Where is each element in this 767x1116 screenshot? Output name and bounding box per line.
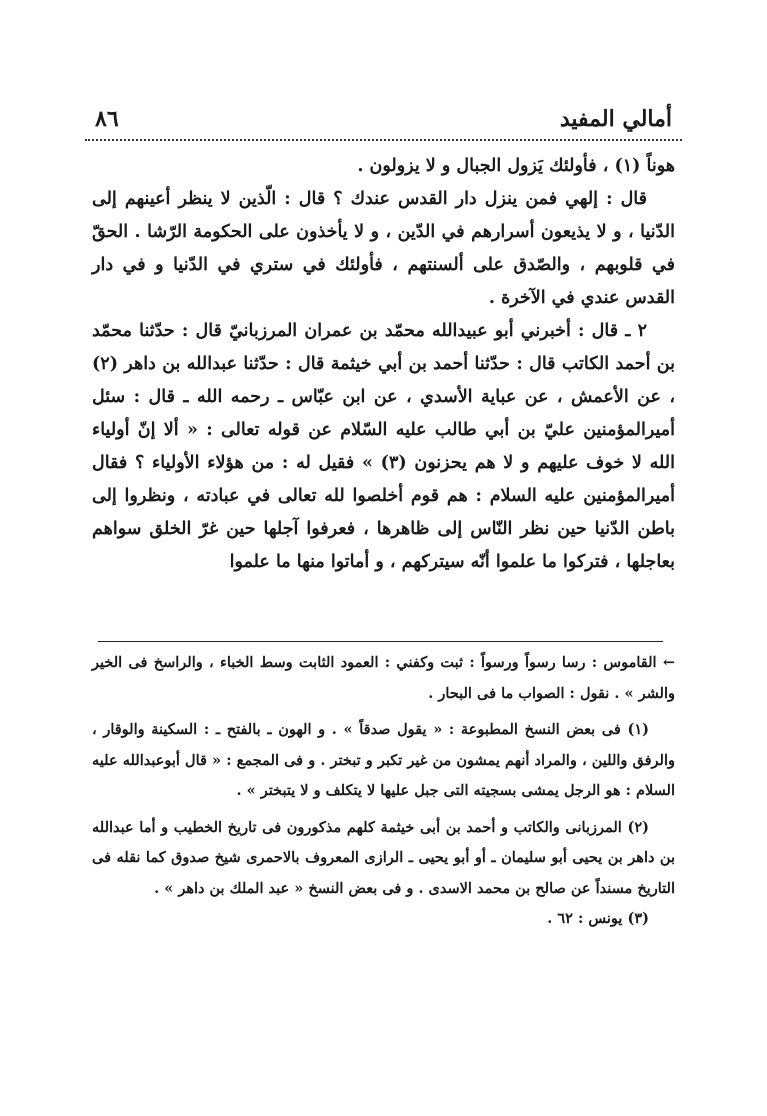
running-title: أمالي المفيد (559, 106, 672, 132)
footnotes (92, 648, 675, 935)
footnote-continuation: ← القاموس : رسا رسواً ورسواً : ثبت وكفني : العمود الثابت وسط الخباء ، والراسخ فى الخير والشر » . نقول : الصواب ما فى البحار . (92, 654, 675, 702)
page-header (95, 98, 672, 132)
footnote-1: (١) فى بعض النسخ المطبوعة : « يقول صدقاً » . و الهون ـ بالفتح ـ : السكينة والوقار ، والرفق واللين ، والمراد أنهم يمشون من غير تكبر و تبختر . و فى المجمع : « قال أبوعبدالله عليه السلام : هو الرجل يمشى بسجيته التى جبل عليها لا يتكلف و لا يتبختر » . (92, 721, 675, 799)
page-number: ٨٦ (95, 106, 119, 132)
body-paragraph: ٢ ـ قال : أخبرني أبو عبيدالله محمّد بن عمران المرزبانيّ قال : حدّثنا محمّد بن أحمد الكاتب قال : حدّثنا أحمد بن أبي خيثمة قال : حدّثنا عبدالله بن داهر (٢) ، عن الأعمش ، عن عباية الأسدي ، عن ابن عبّاس ـ رحمه الله ـ قال : سئل أميرالمؤمنين عليّ بن أبي طالب عليه السّلام عن قوله تعالى : « ألا إنّ أولياء الله لا خوف عليهم و لا هم يحزنون (٣) » فقيل له : من هؤلاء الأولياء ؟ فقال أميرالمؤمنين عليه السلام : هم قوم أخلصوا لله تعالى في عبادته ، ونظروا إلى باطن الدّنيا حين نظر النّاس إلى ظاهرها ، فعرفوا آجلها حين غرّ الخلق سواهم بعاجلها ، فتركوا ما علموا أنّه سيتركهم ، و أماتوا منها ما علموا (92, 321, 675, 572)
main-text (92, 150, 675, 579)
header-dotted-rule (85, 139, 682, 141)
footnote-3: (٣) يونس : ٦٢ . (547, 910, 649, 927)
body-paragraph: هوناً (١) ، فأولئك يَزول الجبال و لا يزولون . (357, 156, 675, 176)
body-paragraph: قال : إلهي فمن ينزل دار القدس عندك ؟ قال : الّذين لا ينظر أعينهم إلى الدّنيا ، و لا يذيعون أسرارهم في الدّين ، و لا يأخذون على الحكومة الرّشا . الحقّ في قلوبهم ، والصّدق على ألسنتهم ، فأولئك في ستري في الدّنيا و في دار القدس عندي في الآخرة . (92, 189, 675, 308)
footnote-separator (98, 641, 663, 642)
footnote-2: (٢) المرزبانى والكاتب و أحمد بن أبى خيثمة كلهم مذكورون فى تاريخ الخطيب و أما عبدالله بن داهر بن يحيى أبو سليمان ـ أو أبو يحيى ـ الرازى المعروف بالاحمرى شيخ صدوق كما نقله فى التاريخ مسنداً عن صالح بن محمد الاسدى . و فى بعض النسخ « عبد الملك بن داهر » . (92, 818, 675, 897)
